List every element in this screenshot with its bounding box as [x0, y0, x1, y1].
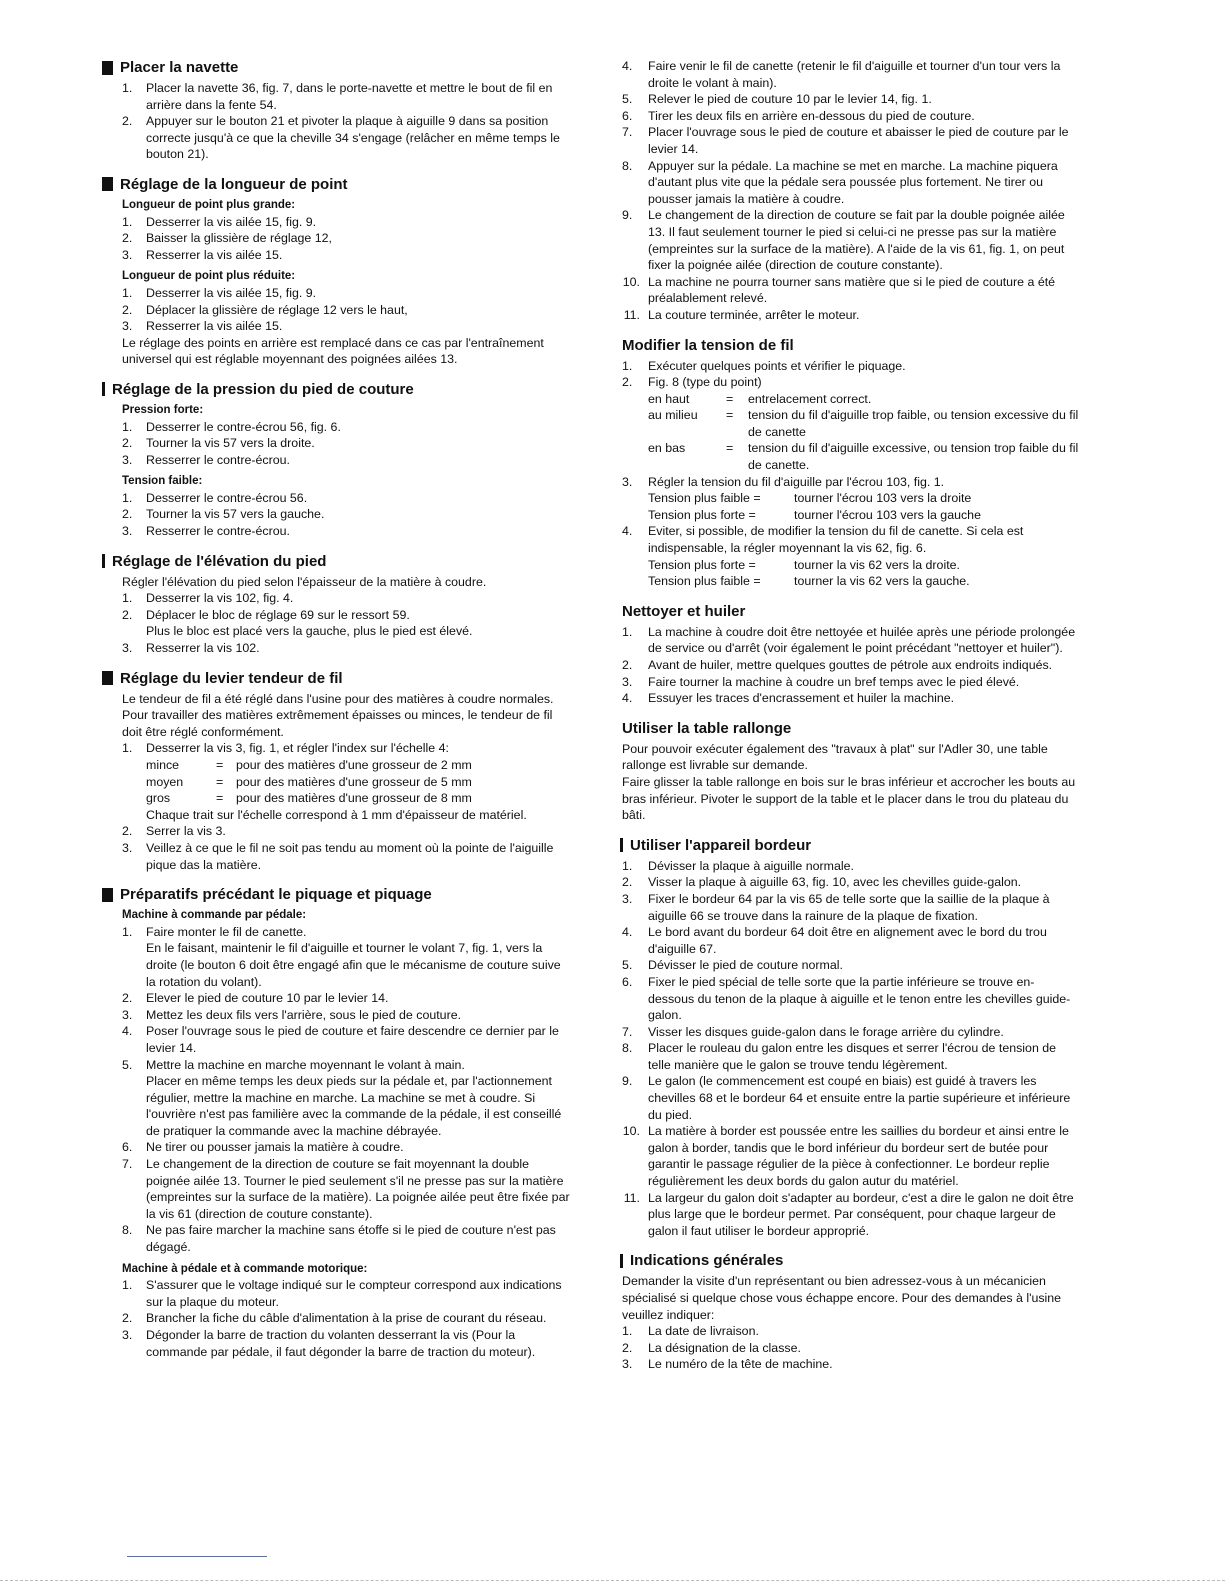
- section-preparatifs: [102, 885, 572, 1360]
- section-heading: Utiliser l'appareil bordeur: [620, 836, 1080, 855]
- section-heading: Indications générales: [620, 1251, 1080, 1270]
- list-item: 1. Desserrer la vis 102, fig. 4.: [122, 591, 294, 606]
- bar-bullet-icon: [620, 838, 623, 852]
- list-item: 3. Faire tourner la machine à coudre un bref temps avec le pied élevé.: [622, 674, 1020, 689]
- paragraph: Faire glisser la table rallonge en bois sur le bras inférieur et accrocher les bouts au bras inférieur. Pivoter le support de la table et le placer dans le trou du plateau du bâti.: [622, 774, 1076, 823]
- subheading: Machine à pédale et à commande motorique:: [122, 1262, 368, 1275]
- list-item: 2. Serrer la vis 3.: [122, 824, 226, 839]
- list-item: 1. La machine à coudre doit être nettoyée et huilée après une période prolongée de service ou d'arrêt (voir également le point précédant "nettoyer et huiler").: [622, 624, 1076, 656]
- bar-bullet-icon: [620, 1254, 623, 1268]
- tension-table: Tension plus faible = tourner l'écrou 103 vers la droite Tension plus forte = tourner l'écrou 103 vers la gauche: [648, 491, 981, 522]
- list-item: 8. Ne pas faire marcher la machine sans étoffe si le pied de couture n'est pas dégagé.: [122, 1223, 556, 1255]
- list-item: 3. Resserrer le contre-écrou.: [122, 452, 290, 467]
- section-heading: Modifier la tension de fil: [622, 336, 794, 354]
- list-item: 1. Exécuter quelques points et vérifier le piquage.: [622, 358, 906, 373]
- list-item: 1. Desserrer la vis ailée 15, fig. 9.: [122, 285, 317, 300]
- list-item: 2. Brancher la fiche du câble d'alimentation à la prise de courant du réseau.: [122, 1311, 547, 1326]
- section-tension-fil: [620, 336, 1080, 590]
- list-item: 1. Desserrer le contre-écrou 56.: [122, 490, 308, 505]
- list-item: 4. Eviter, si possible, de modifier la tension du fil de canette. Si cela est indispensable, la régler moyennant la vis 62, fig. 6. Tension plus forte = tourner la vis 62 vers la droite. Tension plus faible = tourner la vis 62 vers la gauche.: [622, 523, 1080, 589]
- list-item: 2. Fig. 8 (type du point) en haut = entrelacement correct. au milieu = tension du fil d'aiguille trop faible, ou tension excessive du fil de canette en bas = tension du fil d'aiguille excessive, ou tension trop faible du fil de canette.: [622, 375, 1079, 473]
- list-item: 1. Desserrer la vis ailée 15, fig. 9.: [122, 214, 317, 229]
- paragraph: Demander la visite d'un représentant ou bien adressez-vous à un mécanicien spécialisé si quelque chose vous échappe encore. Pour des demandes à l'usine veuillez indiquer:: [622, 1274, 1062, 1322]
- step-list: [102, 490, 572, 540]
- section-elevation-pied: [102, 552, 572, 657]
- list-item: 4. Le bord avant du bordeur 64 doit être en alignement avec le bord du trou d'aiguille 67.: [622, 925, 1047, 956]
- subheading: Machine à commande par pédale:: [122, 909, 307, 922]
- section-heading: Réglage de l'élévation du pied: [102, 552, 572, 571]
- step-list: [102, 214, 572, 264]
- list-item: 10. La machine ne pourra tourner sans matière que si le pied de couture a été préalablement relevé.: [622, 274, 1056, 306]
- section-heading: Préparatifs précédant le piquage et piquage: [102, 885, 572, 904]
- tension-table: Tension plus forte = tourner la vis 62 vers la droite. Tension plus faible = tourner la vis 62 vers la gauche.: [648, 557, 970, 589]
- left-column: [102, 58, 572, 1372]
- list-item: 2. Elever le pied de couture 10 par le levier 14.: [122, 991, 389, 1006]
- step-list: [620, 858, 1080, 1240]
- list-item: 6. Ne tirer ou pousser jamais la matière à coudre.: [122, 1140, 404, 1155]
- step-list: [102, 285, 572, 335]
- page-edge-rule: [0, 1580, 1225, 1581]
- section-table-rallonge: [620, 719, 1080, 824]
- paragraph: Pour pouvoir exécuter également des "travaux à plat" sur l'Adler 30, une table rallonge est livrable sur demande.: [622, 741, 1048, 773]
- intro-text: Régler l'élévation du pied selon l'épaisseur de la matière à coudre.: [122, 574, 487, 589]
- section-pression-pied: [102, 380, 572, 540]
- section-indications: [620, 1251, 1080, 1373]
- list-item: 3. Resserrer la vis ailée 15.: [122, 319, 283, 334]
- list-item: 3. Resserrer la vis ailée 15.: [122, 247, 283, 262]
- step-list: [620, 1323, 1080, 1373]
- list-item: 7. Placer l'ouvrage sous le pied de couture et abaisser le pied de couture par le levier 14.: [622, 125, 1069, 156]
- list-item: 3. Veillez à ce que le fil ne soit pas tendu au moment où la pointe de l'aiguille pique das la matière.: [122, 840, 554, 872]
- list-item: 9. Le changement de la direction de couture se fait par la double poignée ailée 13. Il faut seulement tourner le pied si celui-ci ne presse pas sur la matière (empreintes sur la surface de la matière). A l'aide de la vis 61, fig. 1, on peut fixer la poignée ailée (direction de couture constante).: [622, 208, 1065, 273]
- list-item: 11. La largeur du galon doit s'adapter au bordeur, c'est a dire le galon ne doit être plus large que le bordeur permet. Par conséquent, pour chaque largeur de galon il faut utiliser le bordeur approprié.: [623, 1190, 1074, 1238]
- list-item: 10. La matière à border est poussée entre les saillies du bordeur et ainsi entre le galon à border, tandis que le bord inférieur du bordeur sert de butée pour garantir le passage régulier de la pièce à confectionner. Le bordeur replie régulièrement les deux bords du galon autur du matériel.: [622, 1124, 1069, 1189]
- list-item: 3. Fixer le bordeur 64 par la vis 65 de telle sorte que la saillie de la plaque à aiguille 66 se trouve dans la rainure de la plaque de fixation.: [622, 891, 1050, 923]
- list-item: 5. Mettre la machine en marche moyennant le volant à main. Placer en même temps les deux pieds sur la pédale et, par l'actionnement régulier, mettre la machine en marche. La machine se met à coudre. Si l'ouvrière n'est pas familière avec la commande de la pédale, il est conseillé de pratiquer la commande avec la machine débrayée.: [122, 1057, 562, 1138]
- step-list: [102, 80, 572, 163]
- section-placer-navette: [102, 58, 572, 163]
- list-item: 3. Dégonder la barre de traction du volanten desserrant la vis (Pour la commande par pédale, il faut dégonder la barre de traction du moteur).: [122, 1328, 536, 1359]
- step-list: [102, 419, 572, 469]
- section-appareil-bordeur: [620, 836, 1080, 1240]
- step-list: [102, 740, 572, 873]
- list-item: 8. Appuyer sur la pédale. La machine se met en marche. La machine piquera d'autant plus vite que la pédale sera poussée plus fortement. Ne tirer ou pousser jamais la matière à coudre.: [622, 158, 1058, 206]
- section-heading: Réglage du levier tendeur de fil: [102, 669, 572, 688]
- square-bullet-icon: [102, 177, 113, 191]
- stitch-table: en haut = entrelacement correct. au milieu = tension du fil d'aiguille trop faible, ou tension excessive du fil de canette en bas = tension du fil d'aiguille excessive, ou tension trop faible du fil de canette.: [648, 391, 1079, 473]
- section-heading: Réglage de la pression du pied de couture: [102, 380, 572, 399]
- square-bullet-icon: [102, 671, 113, 685]
- right-column: [620, 58, 1080, 1385]
- list-item: 4. Poser l'ouvrage sous le pied de couture et faire descendre ce dernier par le levier 14.: [122, 1024, 559, 1055]
- list-item: 3. Resserrer la vis 102.: [122, 641, 260, 656]
- list-item: 2. Déplacer le bloc de réglage 69 sur le ressort 59. Plus le bloc est placé vers la gauche, plus le pied est élevé.: [122, 607, 473, 639]
- section-longueur-point: [102, 175, 572, 368]
- list-item: 2. Appuyer sur le bouton 21 et pivoter la plaque à aiguille 9 dans sa position correcte jusqu'à ce que la cheville 34 s'engage (relâcher en même temps le bouton 21).: [122, 114, 560, 162]
- list-item: 2. Tourner la vis 57 vers la droite.: [122, 436, 315, 451]
- subheading: Tension faible:: [122, 475, 203, 488]
- paragraph: Pour travailler des matières extrêmement épaisses ou minces, le tendeur de fil doit être réglé conformément.: [122, 708, 553, 739]
- list-item: 1. Placer la navette 36, fig. 7, dans le porte-navette et mettre le bout de fil en arrière dans la fente 54.: [122, 81, 553, 112]
- step-list: [620, 58, 1080, 324]
- subheading: Pression forte:: [122, 403, 204, 416]
- list-item: 1. Dévisser la plaque à aiguille normale.: [622, 858, 854, 873]
- section-heading: Placer la navette: [102, 58, 572, 77]
- list-item: 1. S'assurer que le voltage indiqué sur le compteur correspond aux indications sur la plaque du moteur.: [122, 1278, 562, 1309]
- thickness-table: mince = pour des matières d'une grosseur de 2 mm moyen = pour des matières d'une grosseur de 5 mm gros = pour des matières d'une grosseur de 8 mm: [146, 758, 472, 806]
- list-item: 7. Visser les disques guide-galon dans le forage arrière du cylindre.: [622, 1024, 1004, 1039]
- list-item: 2. Visser la plaque à aiguille 63, fig. 10, avec les chevilles guide-galon.: [622, 875, 1022, 890]
- list-item: 9. Le galon (le commencement est coupé en biais) est guidé à travers les chevilles 68 et le bordeur 64 et ensuite entre la partie supérieure et inférieure du pied.: [622, 1074, 1071, 1122]
- section-heading: Nettoyer et huiler: [622, 602, 746, 620]
- list-item: 1. Desserrer la vis 3, fig. 1, et régler l'index sur l'échelle 4: mince = pour des matières d'une grosseur de 2 mm moyen = pour des matières d'une grosseur de 5 mm gros = pour des matières d'une grosseur de 8 mm Chaque trait sur l'échelle correspond à 1 mm d'épaisseur de matériel.: [122, 740, 572, 823]
- list-item: 1. Faire monter le fil de canette. En le faisant, maintenir le fil d'aiguille et tourner le volant 7, fig. 1, vers la droite (le bouton 6 doit être engagé afin que le mécanisme de couture suive la rotation du volant).: [122, 924, 561, 989]
- list-item: 1. Desserrer le contre-écrou 56, fig. 6.: [122, 419, 341, 434]
- section-continued-steps: [620, 58, 1080, 324]
- list-item: 3. Resserrer le contre-écrou.: [122, 524, 290, 539]
- step-list: [102, 590, 572, 656]
- list-item: 2. Déplacer la glissière de réglage 12 vers le haut,: [122, 302, 408, 317]
- list-item: 11. La couture terminée, arrêter le moteur.: [623, 307, 860, 322]
- step-list: [102, 924, 572, 1256]
- list-item: 2. Tourner la vis 57 vers la gauche.: [122, 507, 325, 522]
- step-list: [620, 358, 1080, 590]
- section-heading: Réglage de la longueur de point: [102, 175, 572, 194]
- note-text: Le réglage des points en arrière est remplacé dans ce cas par l'entraînement universel qui est réglable moyennant des poignées ailées 13.: [122, 335, 544, 367]
- list-item: 6. Fixer le pied spécial de telle sorte que la partie inférieure se trouve en-dessous du tenon de la plaque à aiguille et le tenon entre les chevilles guide-galon.: [622, 974, 1071, 1023]
- footer-line: [127, 1556, 267, 1557]
- list-item: 3. Le numéro de la tête de machine.: [622, 1357, 833, 1372]
- list-item: 3. Mettez les deux fils vers l'arrière, sous le pied de couture.: [122, 1007, 462, 1022]
- step-list: [620, 624, 1080, 707]
- list-item: 5. Dévisser le pied de couture normal.: [622, 958, 843, 973]
- subheading: Longueur de point plus grande:: [122, 198, 296, 211]
- paragraph: Le tendeur de fil a été réglé dans l'usine pour des matières à coudre normales.: [122, 691, 554, 706]
- square-bullet-icon: [102, 61, 113, 75]
- section-nettoyer: [620, 602, 1080, 707]
- step-list: [102, 1277, 572, 1360]
- list-item: 6. Tirer les deux fils en arrière en-dessous du pied de couture.: [622, 108, 975, 123]
- section-levier-tendeur: [102, 669, 572, 874]
- list-item: 1. La date de livraison.: [622, 1324, 759, 1339]
- list-item: 3. Régler la tension du fil d'aiguille par l'écrou 103, fig. 1. Tension plus faible = tourner l'écrou 103 vers la droite Tension plus forte = tourner l'écrou 103 vers la gauche: [622, 474, 1080, 524]
- list-item: 7. Le changement de la direction de couture se fait moyennant la double poignée ailée 13. Tourner le pied seulement s'il ne presse pas sur la matière (empreintes sur la surface de la matière). La poignée ailée peut être fixée par la vis 61 (direction de couture constante).: [122, 1157, 570, 1221]
- square-bullet-icon: [102, 888, 113, 902]
- list-item: 8. Placer le rouleau du galon entre les disques et serrer l'écrou de tension de telle manière que le galon se trouve tendu légèrement.: [622, 1041, 1057, 1072]
- section-heading: Utiliser la table rallonge: [622, 719, 792, 737]
- list-item: 5. Relever le pied de couture 10 par le levier 14, fig. 1.: [622, 92, 932, 107]
- list-item: 4. Faire venir le fil de canette (retenir le fil d'aiguille et tourner d'un tour vers la droite le volant à main).: [622, 59, 1061, 90]
- list-item: 2. Avant de huiler, mettre quelques gouttes de pétrole aux endroits indiqués.: [622, 658, 1053, 672]
- subheading: Longueur de point plus réduite:: [122, 270, 296, 283]
- bar-bullet-icon: [102, 554, 105, 568]
- list-item: 2. Baisser la glissière de réglage 12,: [122, 231, 332, 246]
- bar-bullet-icon: [102, 382, 105, 396]
- list-item: 4. Essuyer les traces d'encrassement et huiler la machine.: [622, 691, 955, 706]
- list-item: 2. La désignation de la classe.: [622, 1340, 801, 1355]
